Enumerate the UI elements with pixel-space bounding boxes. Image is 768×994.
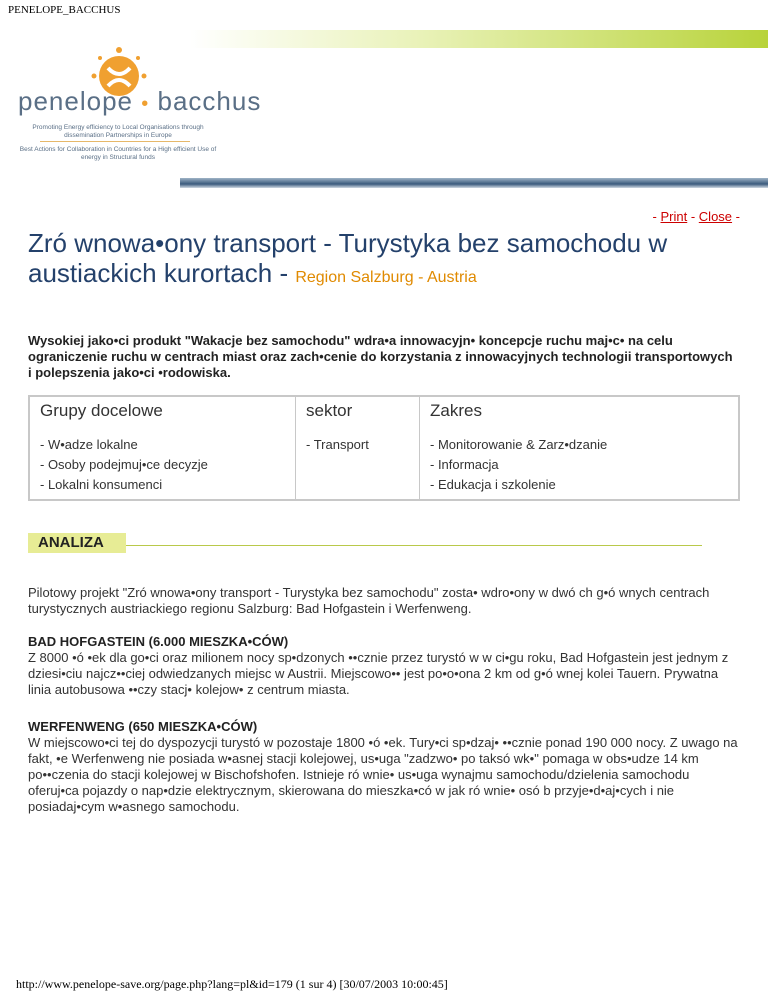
page-footer-url: http://www.penelope-save.org/page.php?lang=pl&id=179 (1 sur 4) [30/07/2003 10:00:45] (16, 977, 448, 991)
table-column-target-groups (29, 435, 296, 500)
list-item: - W•adze lokalne (40, 437, 138, 452)
page-title-main: Zró wnowa•ony transport - Turystyka bez samochodu w austiackich kurortach - (28, 228, 668, 288)
list-item: - Monitorowanie & Zarz•dzanie (430, 437, 608, 452)
paragraph-intro: Pilotowy projekt "Zró wnowa•ony transport - Turystyka bez samochodu" zosta• wdro•ony w dwó ch g•ó wnych centrach turystycznych austriackiego regionu Salzburg: Bad Hofgastein i Werfenweng. (28, 585, 710, 616)
paragraph-heading: BAD HOFGASTEIN (6.000 MIESZKA•CÓW) (28, 634, 289, 649)
paragraph-body: W miejscowo•ci tej do dyspozycji turystó w pozostaje 1800 •ó •ek. Tury•ci sp•dzaj• ••cznie ponad 190 000 nocy. Z uwago na fakt, •e Werfenweng nie posiada w•asnej stacji kolejowej, us•uga "zadzwo• po taksó wk•" pomaga w obs•udze 14 km po••czenia do stacji kolejowej w Bischofshofen. Istnieje ró wnie• us•uga wynajmu samochodu/dzielenia samochodu oferuj•ca pojazdy o nap•dzie elektrycznym, skierowana do mieszka•có w jak ró wnie• osó b przyje•d•aj•cych i nie posiadaj•cym w•asnego samochodu. (28, 735, 738, 814)
table-header: Grupy docelowe (40, 401, 163, 420)
list-item: - Edukacja i szkolenie (430, 477, 556, 492)
list-item: - Osoby podejmuj•ce decyzje (40, 457, 208, 472)
logo-tagline-2: Best Actions for Collaboration in Countries for a High efficient Use of energy in Structural funds (19, 146, 217, 161)
paragraph-bad-hofgastein (28, 634, 738, 698)
print-close-links (653, 209, 740, 224)
window-title: PENELOPE_BACCHUS (8, 4, 121, 16)
section-divider (126, 545, 702, 546)
links-separator: - (687, 209, 699, 224)
paragraph-body: Z 8000 •ó •ek dla go•ci oraz milionem nocy sp•dzonych ••cznie przez turystó w w ci•gu roku, Bad Hofgastein jest jednym z dziesi•ciu najcz••ciej odwiedzanych miejsc w Austrii. Miejscowo•• jest po•o•ona 2 km od g•ó wnej kolei Tauern. Prywatna linia autobusowa ••czy stacj• kolejow• z centrum miasta. (28, 650, 729, 697)
links-separator: - (732, 209, 740, 224)
logo-word-left: penelope (18, 86, 133, 116)
logo-dot-icon: • (141, 93, 150, 115)
paragraph-werfenweng (28, 719, 738, 815)
header-blue-bar (180, 178, 768, 188)
paragraph-heading: WERFENWENG (650 MIESZKA•CÓW) (28, 719, 258, 734)
links-separator: - (652, 209, 661, 224)
section-heading: ANALIZA (38, 534, 104, 551)
logo-tagline-1: Promoting Energy efficiency to Local Organisations through dissemination Partnerships in Europe (32, 124, 204, 139)
list-item: - Transport (306, 437, 369, 452)
page-title (28, 228, 728, 293)
print-link[interactable]: Print (660, 209, 688, 224)
list-item: - Informacja (430, 457, 499, 472)
list-item: - Lokalni konsumenci (40, 477, 163, 492)
close-link[interactable]: Close (698, 209, 733, 224)
intro-text: Wysokiej jako•ci produkt "Wakacje bez samochodu" wdra•a innowacyjn• koncepcje ruchu maj•c• na celu ograniczenie ruchu w centrach miast oraz zach•cenie do korzystania z innowacyjnych technologii transportowych i polepszenia jako•ci •rodowiska. (28, 333, 733, 380)
logo-wordmark (18, 86, 261, 117)
logo-word-right: bacchus (157, 86, 262, 116)
table-header: Zakres (420, 396, 740, 435)
info-table (28, 395, 740, 501)
table-column-scope (420, 435, 740, 500)
header-green-bar (190, 30, 768, 48)
page-title-region: Region Salzburg - Austria (295, 269, 477, 286)
table-column-sector (296, 435, 420, 500)
table-header: sektor (296, 396, 420, 435)
logo-divider (40, 141, 190, 142)
